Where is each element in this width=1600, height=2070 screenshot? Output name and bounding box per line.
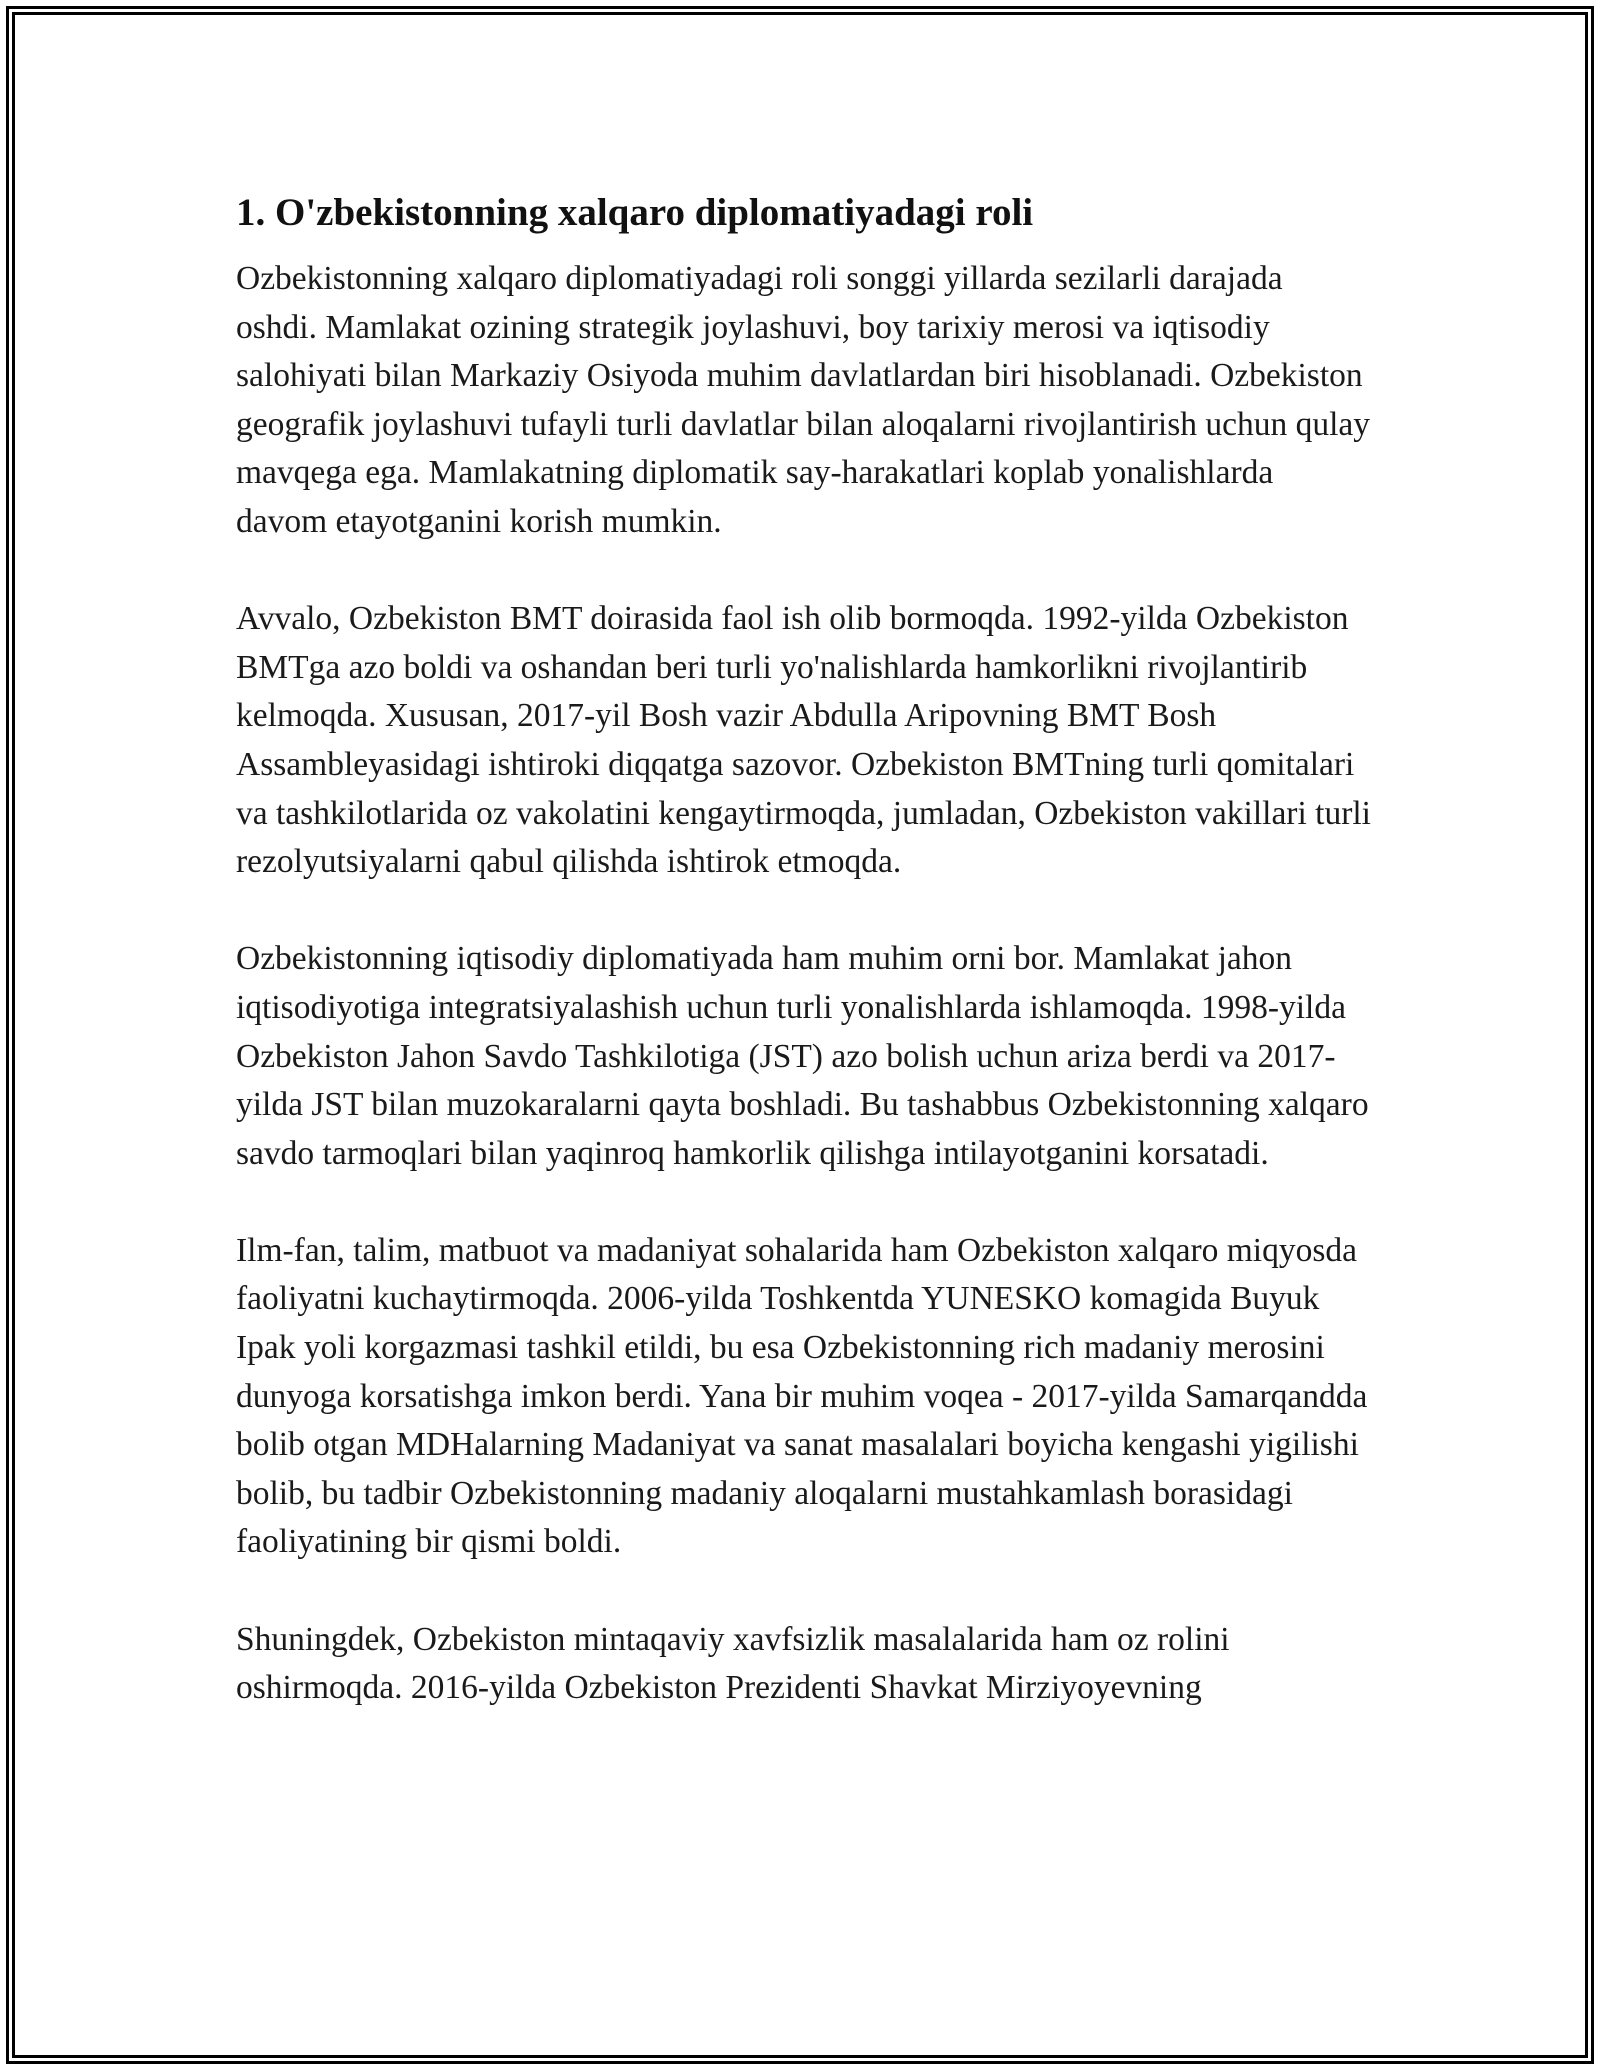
- document-body: [236, 185, 1371, 1761]
- paragraph-2: Avvalo, Ozbekiston BMT doirasida faol ish olib bormoqda. 1992-yilda Ozbekiston BMTga azo boldi va oshandan beri turli yo'nalishlarda hamkorlikni rivojlantirib kelmoqda. Xususan, 2017-yil Bosh vazir Abdulla Aripovning BMT Bosh Assambleyasidagi ishtiroki diqqatga sazovor. Ozbekiston BMTning turli qomitalari va tashkilotlarida oz vakolatini kengaytirmoqda, jumladan, Ozbekiston vakillari turli rezolyutsiyalarni qabul qilishda ishtirok etmoqda.: [236, 600, 1371, 881]
- paragraph-3: Ozbekistonning iqtisodiy diplomatiyada ham muhim orni bor. Mamlakat jahon iqtisodiyotiga integratsiyalashish uchun turli yonalishlarda ishlamoqda. 1998-yilda Ozbekiston Jahon Savdo Tashkilotiga (JST) azo bolish uchun ariza berdi va 2017-yilda JST bilan muzokaralarni qayta boshladi. Bu tashabbus Ozbekistonning xalqaro savdo tarmoqlari bilan yaqinroq hamkorlik qilishga intilayotganini korsatadi.: [236, 940, 1369, 1172]
- document-title: 1. O'zbekistonning xalqaro diplomatiyadagi roli: [236, 191, 1034, 234]
- paragraph-4: Ilm-fan, talim, matbuot va madaniyat sohalarida ham Ozbekiston xalqaro miqyosda faoliyatni kuchaytirmoqda. 2006-yilda Toshkentda YUNESKO komagida Buyuk Ipak yoli korgazmasi tashkil etildi, bu esa Ozbekistonning rich madaniy merosini dunyoga korsatishga imkon berdi. Yana bir muhim voqea - 2017-yilda Samarqandda bolib otgan MDHalarning Madaniyat va sanat masalalari boyicha kengashi yigilishi bolib, bu tadbir Ozbekistonning madaniy aloqalarni mustahkamlash borasidagi faoliyatining bir qismi boldi.: [236, 1231, 1368, 1561]
- paragraph-1: Ozbekistonning xalqaro diplomatiyadagi roli songgi yillarda sezilarli darajada oshdi. Mamlakat ozining strategik joylashuvi, boy tarixiy merosi va iqtisodiy salohiyati bilan Markaziy Osiyoda muhim davlatlardan biri hisoblanadi. Ozbekiston geografik joylashuvi tufayli turli davlatlar bilan aloqalarni rivojlantirish uchun qulay mavqega ega. Mamlakatning diplomatik say-harakatlari koplab yonalishlarda davom etayotganini korish mumkin.: [236, 260, 1371, 540]
- paragraph-5: Shuningdek, Ozbekiston mintaqaviy xavfsizlik masalalarida ham oz rolini oshirmoqda. 2016-yilda Ozbekiston Prezidenti Shavkat Mirziyoyevning: [236, 1620, 1230, 1707]
